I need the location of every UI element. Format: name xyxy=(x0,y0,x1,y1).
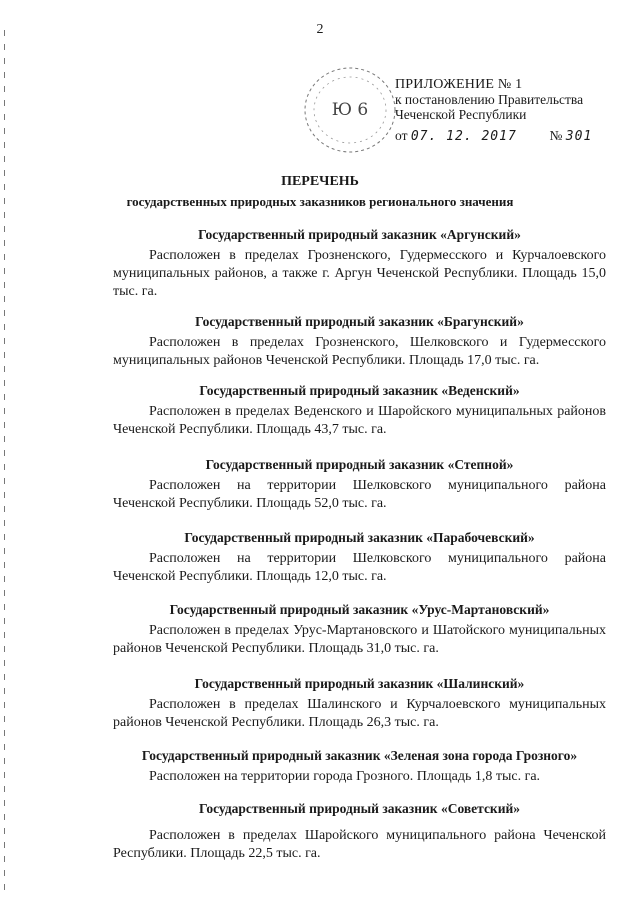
appendix-line-1: к постановлению Правительства xyxy=(395,92,584,107)
page-edge-mark xyxy=(4,30,5,890)
reserve-entry xyxy=(113,456,606,513)
reserve-title: Государственный природный заказник «Шалинский» xyxy=(194,676,525,691)
reserve-title: Государственный природный заказник «Зеленая зона города Грозного» xyxy=(141,748,578,763)
reserve-entry xyxy=(113,382,606,439)
number-prefix: № xyxy=(549,128,563,143)
page-number: 2 xyxy=(316,22,324,37)
reserve-title: Государственный природный заказник «Веденский» xyxy=(199,383,520,398)
date-prefix: от xyxy=(395,128,408,143)
reserve-description: Расположен в пределах Шалинского и Курчалоевского муниципальных районов Чеченской Республики. Площадь 26,3 тыс. га. xyxy=(113,697,606,730)
signed-date: 07. 12. 2017 xyxy=(410,129,517,144)
reserve-entry xyxy=(113,313,606,370)
reserve-entry xyxy=(113,226,606,301)
reserve-description: Расположен на территории Шелковского муниципального района Чеченской Республики. Площадь 12,0 тыс. га. xyxy=(113,551,606,584)
reserve-description: Расположен в пределах Грозненского, Шелковского и Гудермесского муниципальных районов Чеченской Республики. Площадь 17,0 тыс. га. xyxy=(113,335,606,368)
reserve-description: Расположен в пределах Урус-Мартановского и Шатойского муниципальных районов Чеченской Республики. Площадь 31,0 тыс. га. xyxy=(113,623,606,656)
reserve-title: Государственный природный заказник «Аргунский» xyxy=(198,227,521,242)
reserve-description: Расположен на территории города Грозного. Площадь 1,8 тыс. га. xyxy=(149,769,541,784)
decree-number: 301 xyxy=(565,129,593,144)
reserve-description: Расположен в пределах Шаройского муниципального района Чеченской Республики. Площадь 22,5 тыс. га. xyxy=(113,828,606,861)
reserve-entry xyxy=(113,800,606,863)
reserve-entry xyxy=(113,601,606,658)
reserve-title: Государственный природный заказник «Урус-Мартановский» xyxy=(169,602,550,617)
reserve-title: Государственный природный заказник «Советский» xyxy=(198,801,521,816)
registration-stamp xyxy=(300,62,400,158)
appendix-date-line xyxy=(395,128,592,144)
document-subtitle: государственных природных заказников регионального значения xyxy=(126,194,514,209)
reserve-description: Расположен в пределах Веденского и Шаройского муниципальных районов Чеченской Республики. Площадь 43,7 тыс. га. xyxy=(113,404,606,437)
appendix-line-2: Чеченской Республики xyxy=(395,107,527,122)
reserve-description: Расположен в пределах Грозненского, Гудермесского и Курчалоевского муниципальных районов, а также г. Аргун Чеченской Республики. Площадь 15,0 тыс. га. xyxy=(113,248,606,299)
reserve-title: Государственный природный заказник «Степной» xyxy=(205,457,514,472)
reserve-entry xyxy=(113,747,606,786)
stamp-text: Ю 6 xyxy=(331,100,369,120)
document-title: ПЕРЕЧЕНЬ xyxy=(281,174,359,189)
reserve-title: Государственный природный заказник «Парабочевский» xyxy=(184,530,535,545)
reserve-entry xyxy=(113,675,606,732)
reserve-entry xyxy=(113,529,606,586)
reserve-description: Расположен на территории Шелковского муниципального района Чеченской Республики. Площадь 52,0 тыс. га. xyxy=(113,478,606,511)
appendix-title: ПРИЛОЖЕНИЕ № 1 xyxy=(395,77,523,92)
reserve-title: Государственный природный заказник «Брагунский» xyxy=(195,314,524,329)
appendix-block xyxy=(395,77,592,144)
